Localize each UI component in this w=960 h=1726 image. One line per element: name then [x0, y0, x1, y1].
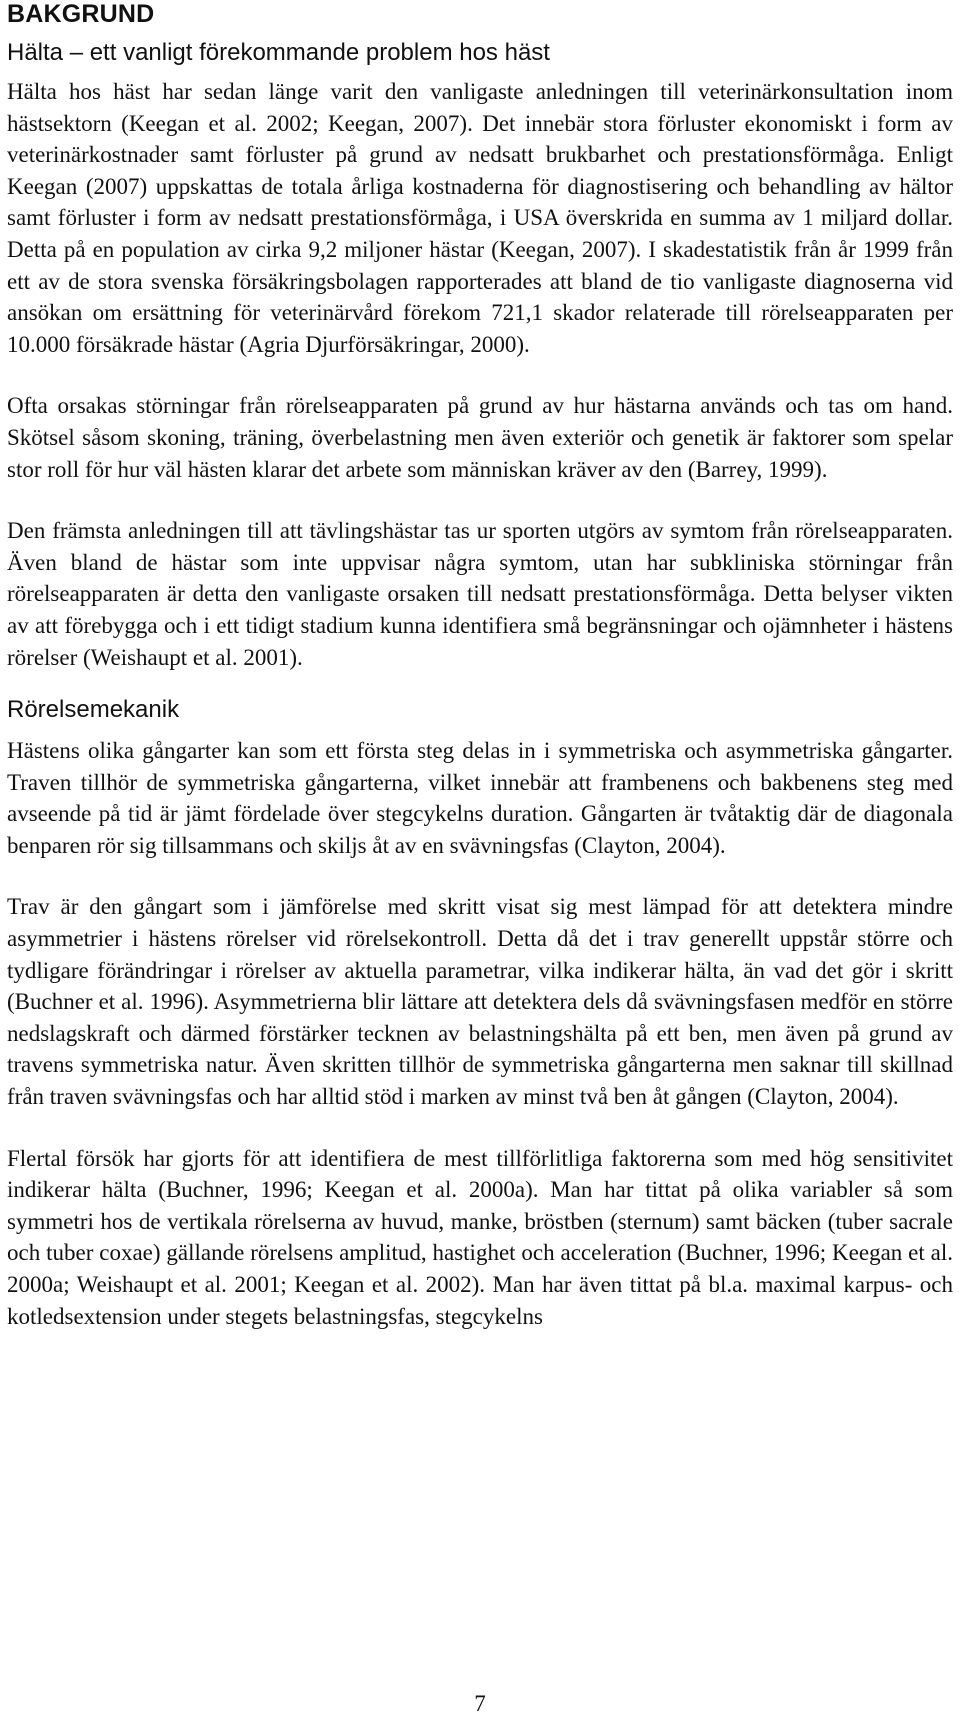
page-number: 7 [474, 1691, 486, 1716]
document-page [7, 0, 953, 1332]
paragraph-trot: Trav är den gångart som i jämförelse med skritt visat sig mest lämpad för att detektera mindre asymmetrier i hästens rörelser vid rörelsekontroll. Detta då det i trav generellt uppstår större och tydligare förändringar i rörelser av aktuella parametrar, vilka indikerar hälta, än vad det gör i skritt (Buchner et al. 1996). Asymmetrierna blir lättare att detektera dels då svävningsfasen medför en större nedslagskraft och därmed förstärker tecknen av belastningshälta på ett ben, men även på grund av travens symmetriska natur. Även skritten tillhör de symmetriska gångarterna men saknar till skillnad från traven svävningsfas och har alltid stöd i marken av minst två ben åt gången (Clayton, 2004). [7, 894, 953, 1110]
section-title: BAKGRUND [7, 0, 155, 28]
paragraph-gaits: Hästens olika gångarter kan som ett första steg delas in i symmetriska och asymmetriska gångarter. Traven tillhör de symmetriska gångarterna, vilket innebär att frambenens och bakbenens steg med avseende på tid är jämt fördelade över stegcykelns duration. Gångarten är tvåtaktig där de diagonala benparen rör sig tillsammans och skiljs åt av en svävningsfas (Clayton, 2004). [7, 738, 953, 858]
paragraph-lameness-costs: Hälta hos häst har sedan länge varit den vanligaste anledningen till veterinärkonsultation inom hästsektorn (Keegan et al. 2002; Keegan, 2007). Det innebär stora förluster ekonomiskt i form av veterinärkostnader samt förluster på grund av nedsatt brukbarhet och prestationsförmåga. Enligt Keegan (2007) uppskattas de totala årliga kostnaderna för diagnostisering och behandling av hältor samt förluster i form av nedsatt prestationsförmåga, i USA överskrida en summa av 1 miljard dollar. Detta på en population av cirka 9,2 miljoner hästar (Keegan, 2007). I skadestatistik från år 1999 från ett av de stora svenska försäkringsbolagen rapporterades att bland de tio vanligaste diagnoserna vid ansökan om ersättning för veterinärvård förekom 721,1 skador relaterade till rörelseapparaten per 10.000 försäkrade hästar (Agria Djurförsäkringar, 2000). [7, 79, 953, 357]
paragraph-lameness-causes: Ofta orsakas störningar från rörelseapparaten på grund av hur hästarna används och tas om hand. Skötsel såsom skoning, träning, överbelastning men även exteriör och genetik är faktorer som spelar stor roll för hur väl hästen klarar det arbete som människan kräver av den (Barrey, 1999). [7, 393, 953, 482]
subsection-heading-lameness: Hälta – ett vanligt förekommande problem hos häst [7, 39, 550, 66]
paragraph-competition-horses: Den främsta anledningen till att tävlingshästar tas ur sporten utgörs av symtom från rörelseapparaten. Även bland de hästar som inte uppvisar några symtom, utan har subkliniska störningar från rörelseapparaten är detta den vanligaste orsaken till nedsatt prestationsförmåga. Detta belyser vikten av att förebygga och i ett tidigt stadium kunna identifiera små begränsningar och ojämnheter i hästens rörelser (Weishaupt et al. 2001). [7, 518, 953, 670]
subsection-heading-movement: Rörelsemekanik [7, 696, 180, 724]
paragraph-lameness-indicators: Flertal försök har gjorts för att identifiera de mest tillförlitliga faktorerna som med hög sensitivitet indikerar hälta (Buchner, 1996; Keegan et al. 2000a). Man har tittat på olika variabler så som symmetri hos de vertikala rörelserna av huvud, manke, bröstben (sternum) samt bäcken (tuber sacrale och tuber coxae) gällande rörelsens amplitud, hastighet och acceleration (Buchner, 1996; Keegan et al. 2000a; Weishaupt et al. 2001; Keegan et al. 2002). Man har även tittat på bl.a. maximal karpus- och kotledsextension under stegets belastningsfas, stegcykelns [7, 1145, 953, 1329]
